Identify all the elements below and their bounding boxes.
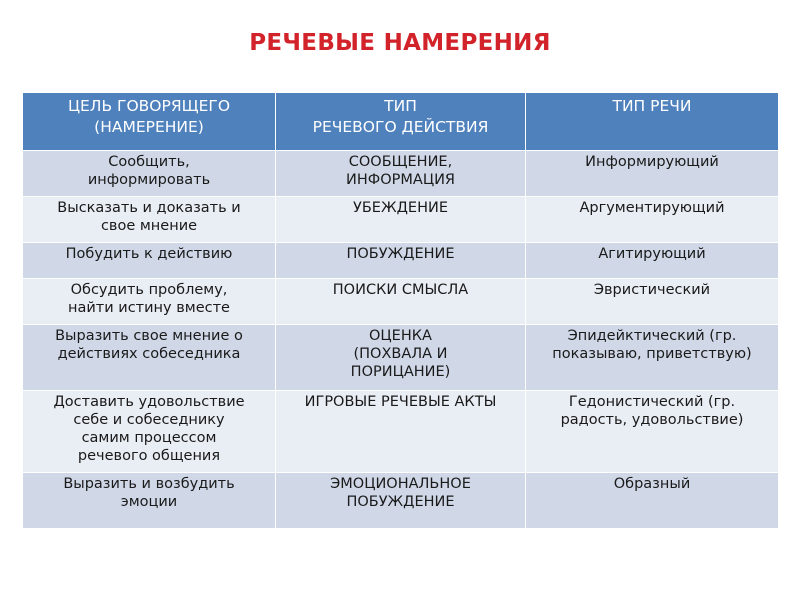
speech-intentions-table (22, 92, 779, 529)
cell-type (526, 473, 779, 529)
cell-goal (23, 473, 276, 529)
cell-text: Сообщить, информировать (87, 154, 211, 188)
cell-text: Выразить и возбудить эмоции (63, 476, 235, 510)
cell-text: Аргументирующий (579, 200, 725, 216)
cell-text: ЭМОЦИОНАЛЬНОЕ ПОБУЖДЕНИЕ (330, 476, 471, 510)
cell-type (526, 391, 779, 473)
cell-text: ОЦЕНКА (ПОХВАЛА И ПОРИЦАНИЕ) (350, 328, 451, 380)
cell-goal (23, 325, 276, 391)
cell-text: ПОБУЖДЕНИЕ (346, 246, 455, 262)
cell-action (276, 151, 526, 197)
cell-text: СООБЩЕНИЕ, ИНФОРМАЦИЯ (346, 154, 455, 188)
cell-text: ИГРОВЫЕ РЕЧЕВЫЕ АКТЫ (304, 394, 497, 410)
header-label: ТИП РЕЧЕВОГО ДЕЙСТВИЯ (312, 97, 489, 136)
header-speaker-goal (23, 93, 276, 151)
cell-text: Побудить к действию (65, 246, 233, 262)
cell-goal (23, 151, 276, 197)
page-title: РЕЧЕВЫЕ НАМЕРЕНИЯ (249, 30, 551, 56)
cell-action (276, 243, 526, 279)
header-label: ЦЕЛЬ ГОВОРЯЩЕГО (НАМЕРЕНИЕ) (67, 97, 231, 136)
cell-text: Агитирующий (598, 246, 706, 262)
cell-type (526, 279, 779, 325)
cell-text: Доставить удовольствие себе и собеседнику самим процессом речевого общения (53, 394, 245, 464)
table-row (23, 473, 779, 529)
cell-text: УБЕЖДЕНИЕ (353, 200, 448, 216)
table-row (23, 151, 779, 197)
cell-action (276, 197, 526, 243)
header-label: ТИП РЕЧИ (612, 97, 692, 115)
cell-text: Выразить свое мнение о действиях собеседника (55, 328, 243, 362)
cell-text: Гедонистический (гр. радость, удовольствие) (560, 394, 744, 428)
cell-type (526, 325, 779, 391)
table-header-row (23, 93, 779, 151)
cell-type (526, 197, 779, 243)
cell-type (526, 243, 779, 279)
cell-text: Эвристический (593, 282, 711, 298)
cell-text: Обсудить проблему, найти истину вместе (68, 282, 230, 316)
table-row (23, 243, 779, 279)
cell-goal (23, 243, 276, 279)
cell-action (276, 325, 526, 391)
cell-action (276, 391, 526, 473)
cell-text: ПОИСКИ СМЫСЛА (332, 282, 469, 298)
cell-text: Высказать и доказать и свое мнение (57, 200, 241, 234)
cell-goal (23, 279, 276, 325)
cell-text: Образный (613, 476, 691, 492)
cell-text: Информирующий (585, 154, 719, 170)
cell-text: Эпидейктический (гр. показываю, приветствую) (552, 328, 752, 362)
cell-type (526, 151, 779, 197)
table-row (23, 279, 779, 325)
header-speech-action-type (276, 93, 526, 151)
cell-action (276, 473, 526, 529)
cell-action (276, 279, 526, 325)
table-row (23, 391, 779, 473)
table-row (23, 325, 779, 391)
cell-goal (23, 391, 276, 473)
header-speech-type (526, 93, 779, 151)
cell-goal (23, 197, 276, 243)
table-row (23, 197, 779, 243)
